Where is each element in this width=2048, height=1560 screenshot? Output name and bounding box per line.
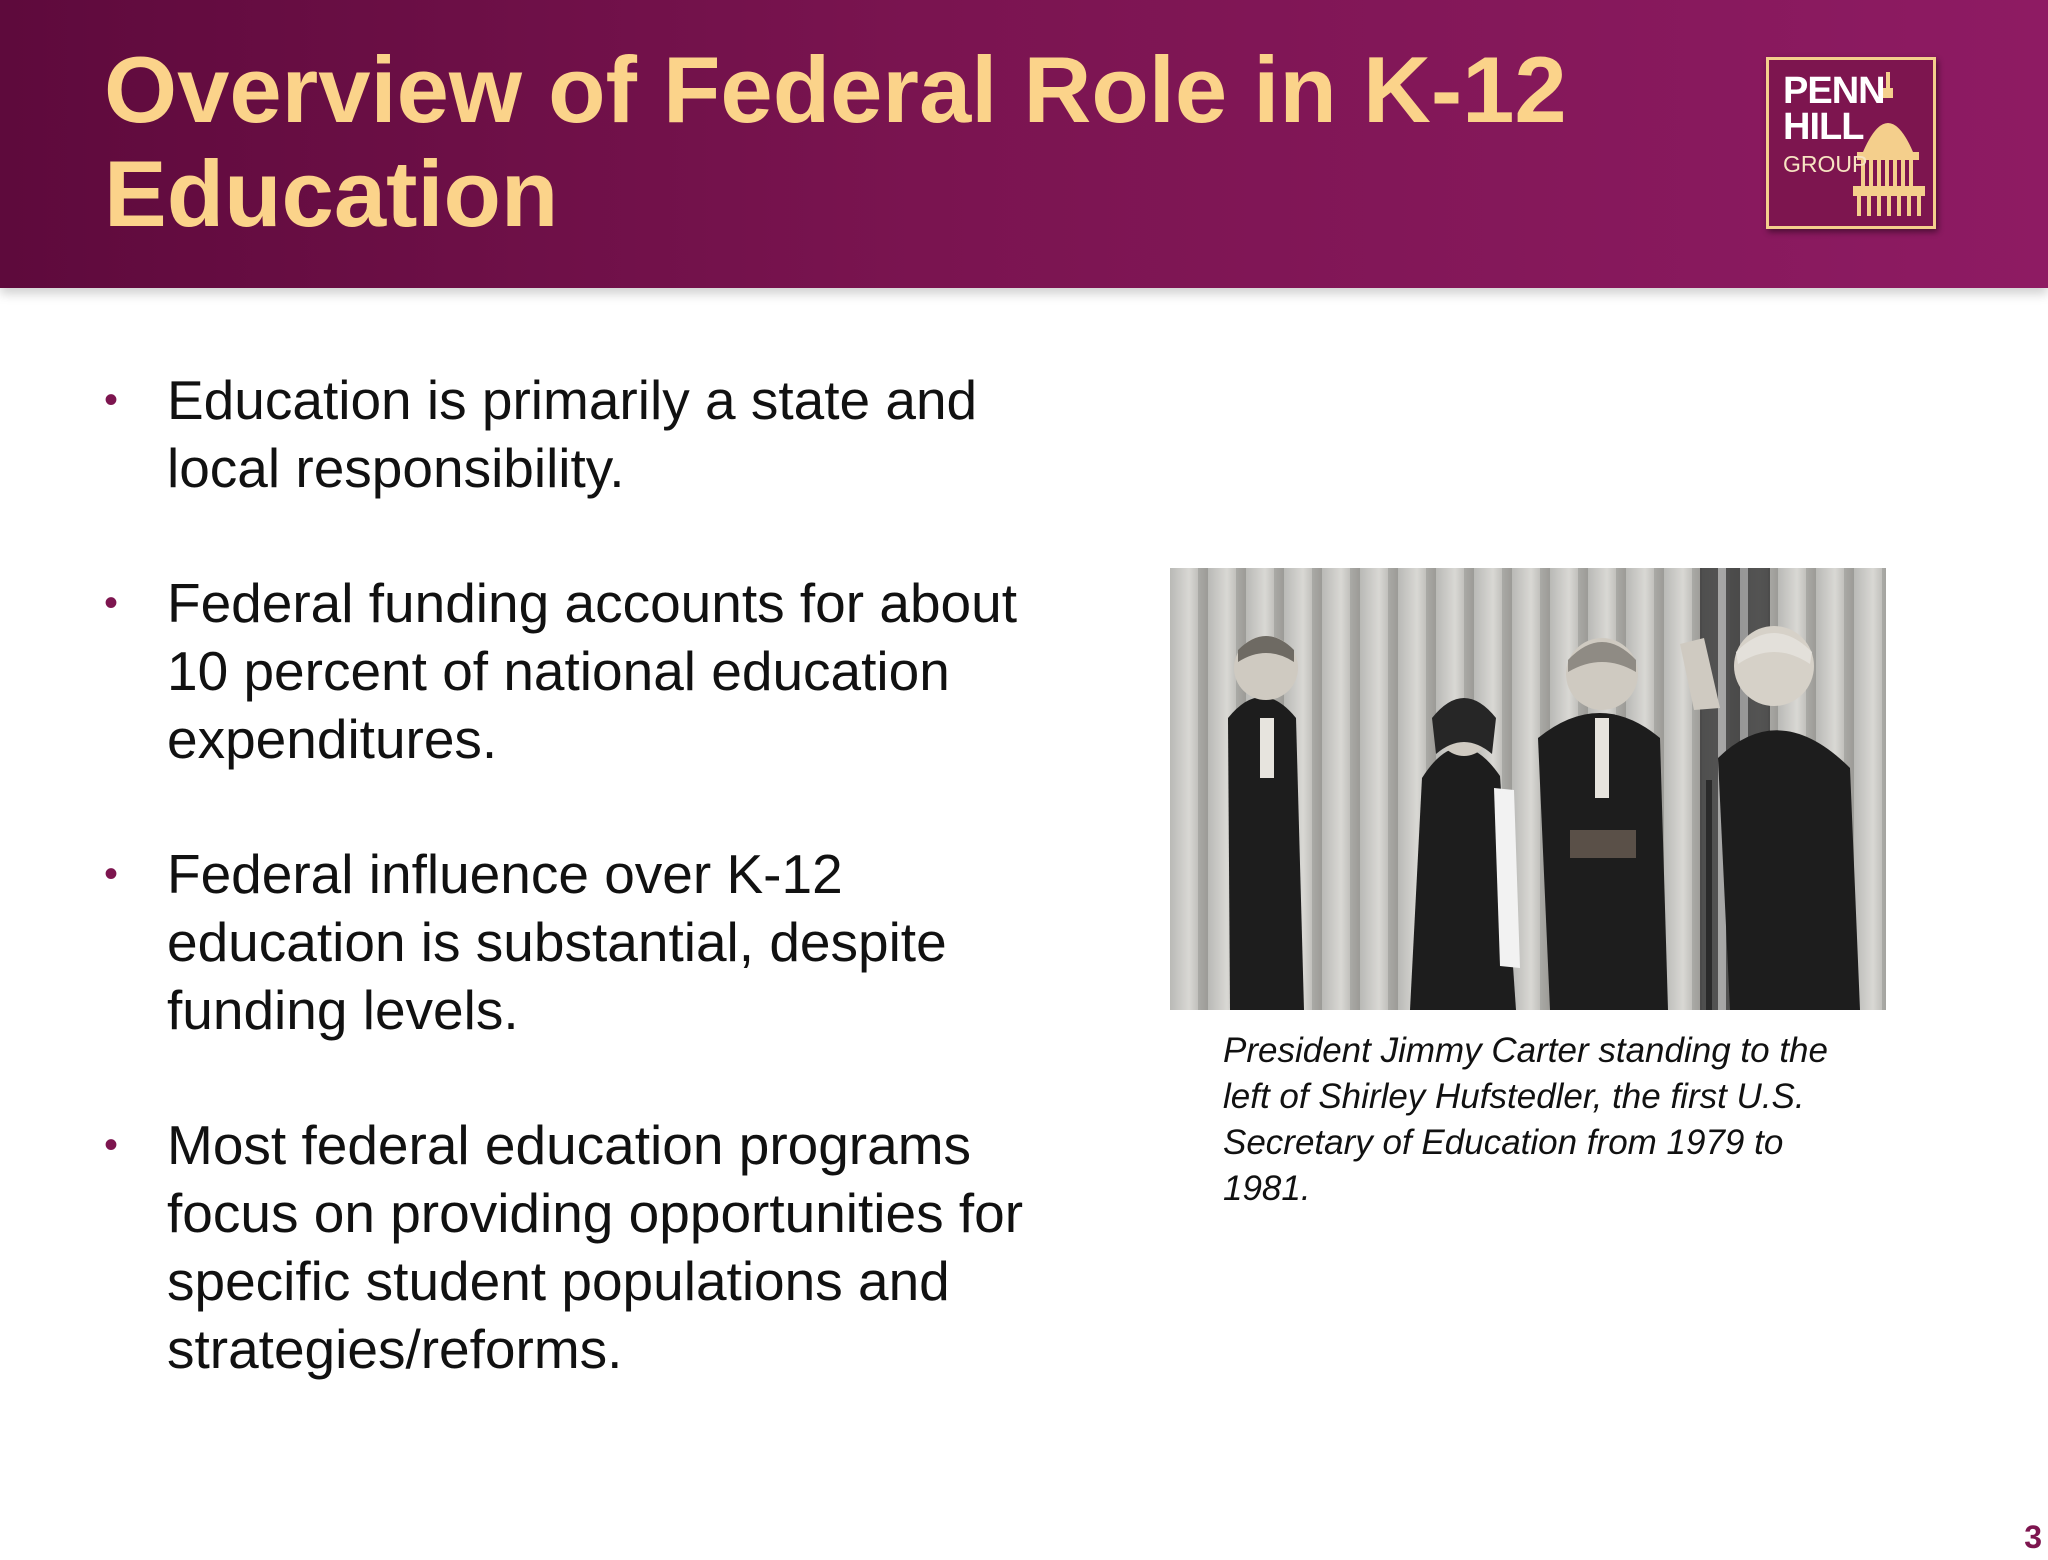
bullet-item — [100, 366, 1060, 502]
logo-text-penn: PENN — [1783, 70, 1885, 112]
bullet-text: Federal influence over K-12 education is substantial, despite funding levels. — [167, 843, 947, 1041]
bullet-item — [100, 569, 1060, 773]
bullet-icon: • — [104, 852, 119, 896]
logo-text-hill: HILL — [1783, 106, 1864, 148]
bullet-text: Most federal education programs focus on providing opportunities for specific student populations and strategies/reforms. — [167, 1114, 1024, 1380]
slide-title: Overview of Federal Role in K-12 Education — [104, 37, 1567, 246]
photo-caption: President Jimmy Carter standing to the left of Shirley Hufstedler, the first U.S. Secretary of Education from 1979 to 1981. — [1223, 1031, 1828, 1208]
bullet-text: Education is primarily a state and local responsibility. — [167, 369, 978, 499]
logo-text-group: GROUP — [1783, 151, 1868, 177]
photo-illustration — [1170, 568, 1886, 1010]
bullet-text: Federal funding accounts for about 10 percent of national education expenditures. — [167, 572, 1018, 770]
bullet-item — [100, 840, 1060, 1044]
swearing-in-photo — [1170, 568, 1886, 1010]
bullet-list — [100, 366, 1060, 1450]
bullet-icon: • — [104, 378, 119, 422]
bullet-item — [100, 1111, 1060, 1383]
bullet-icon: • — [104, 581, 119, 625]
bullet-icon: • — [104, 1123, 119, 1167]
page-number: 3 — [2024, 1519, 2042, 1555]
penn-hill-group-logo — [1766, 57, 1936, 229]
